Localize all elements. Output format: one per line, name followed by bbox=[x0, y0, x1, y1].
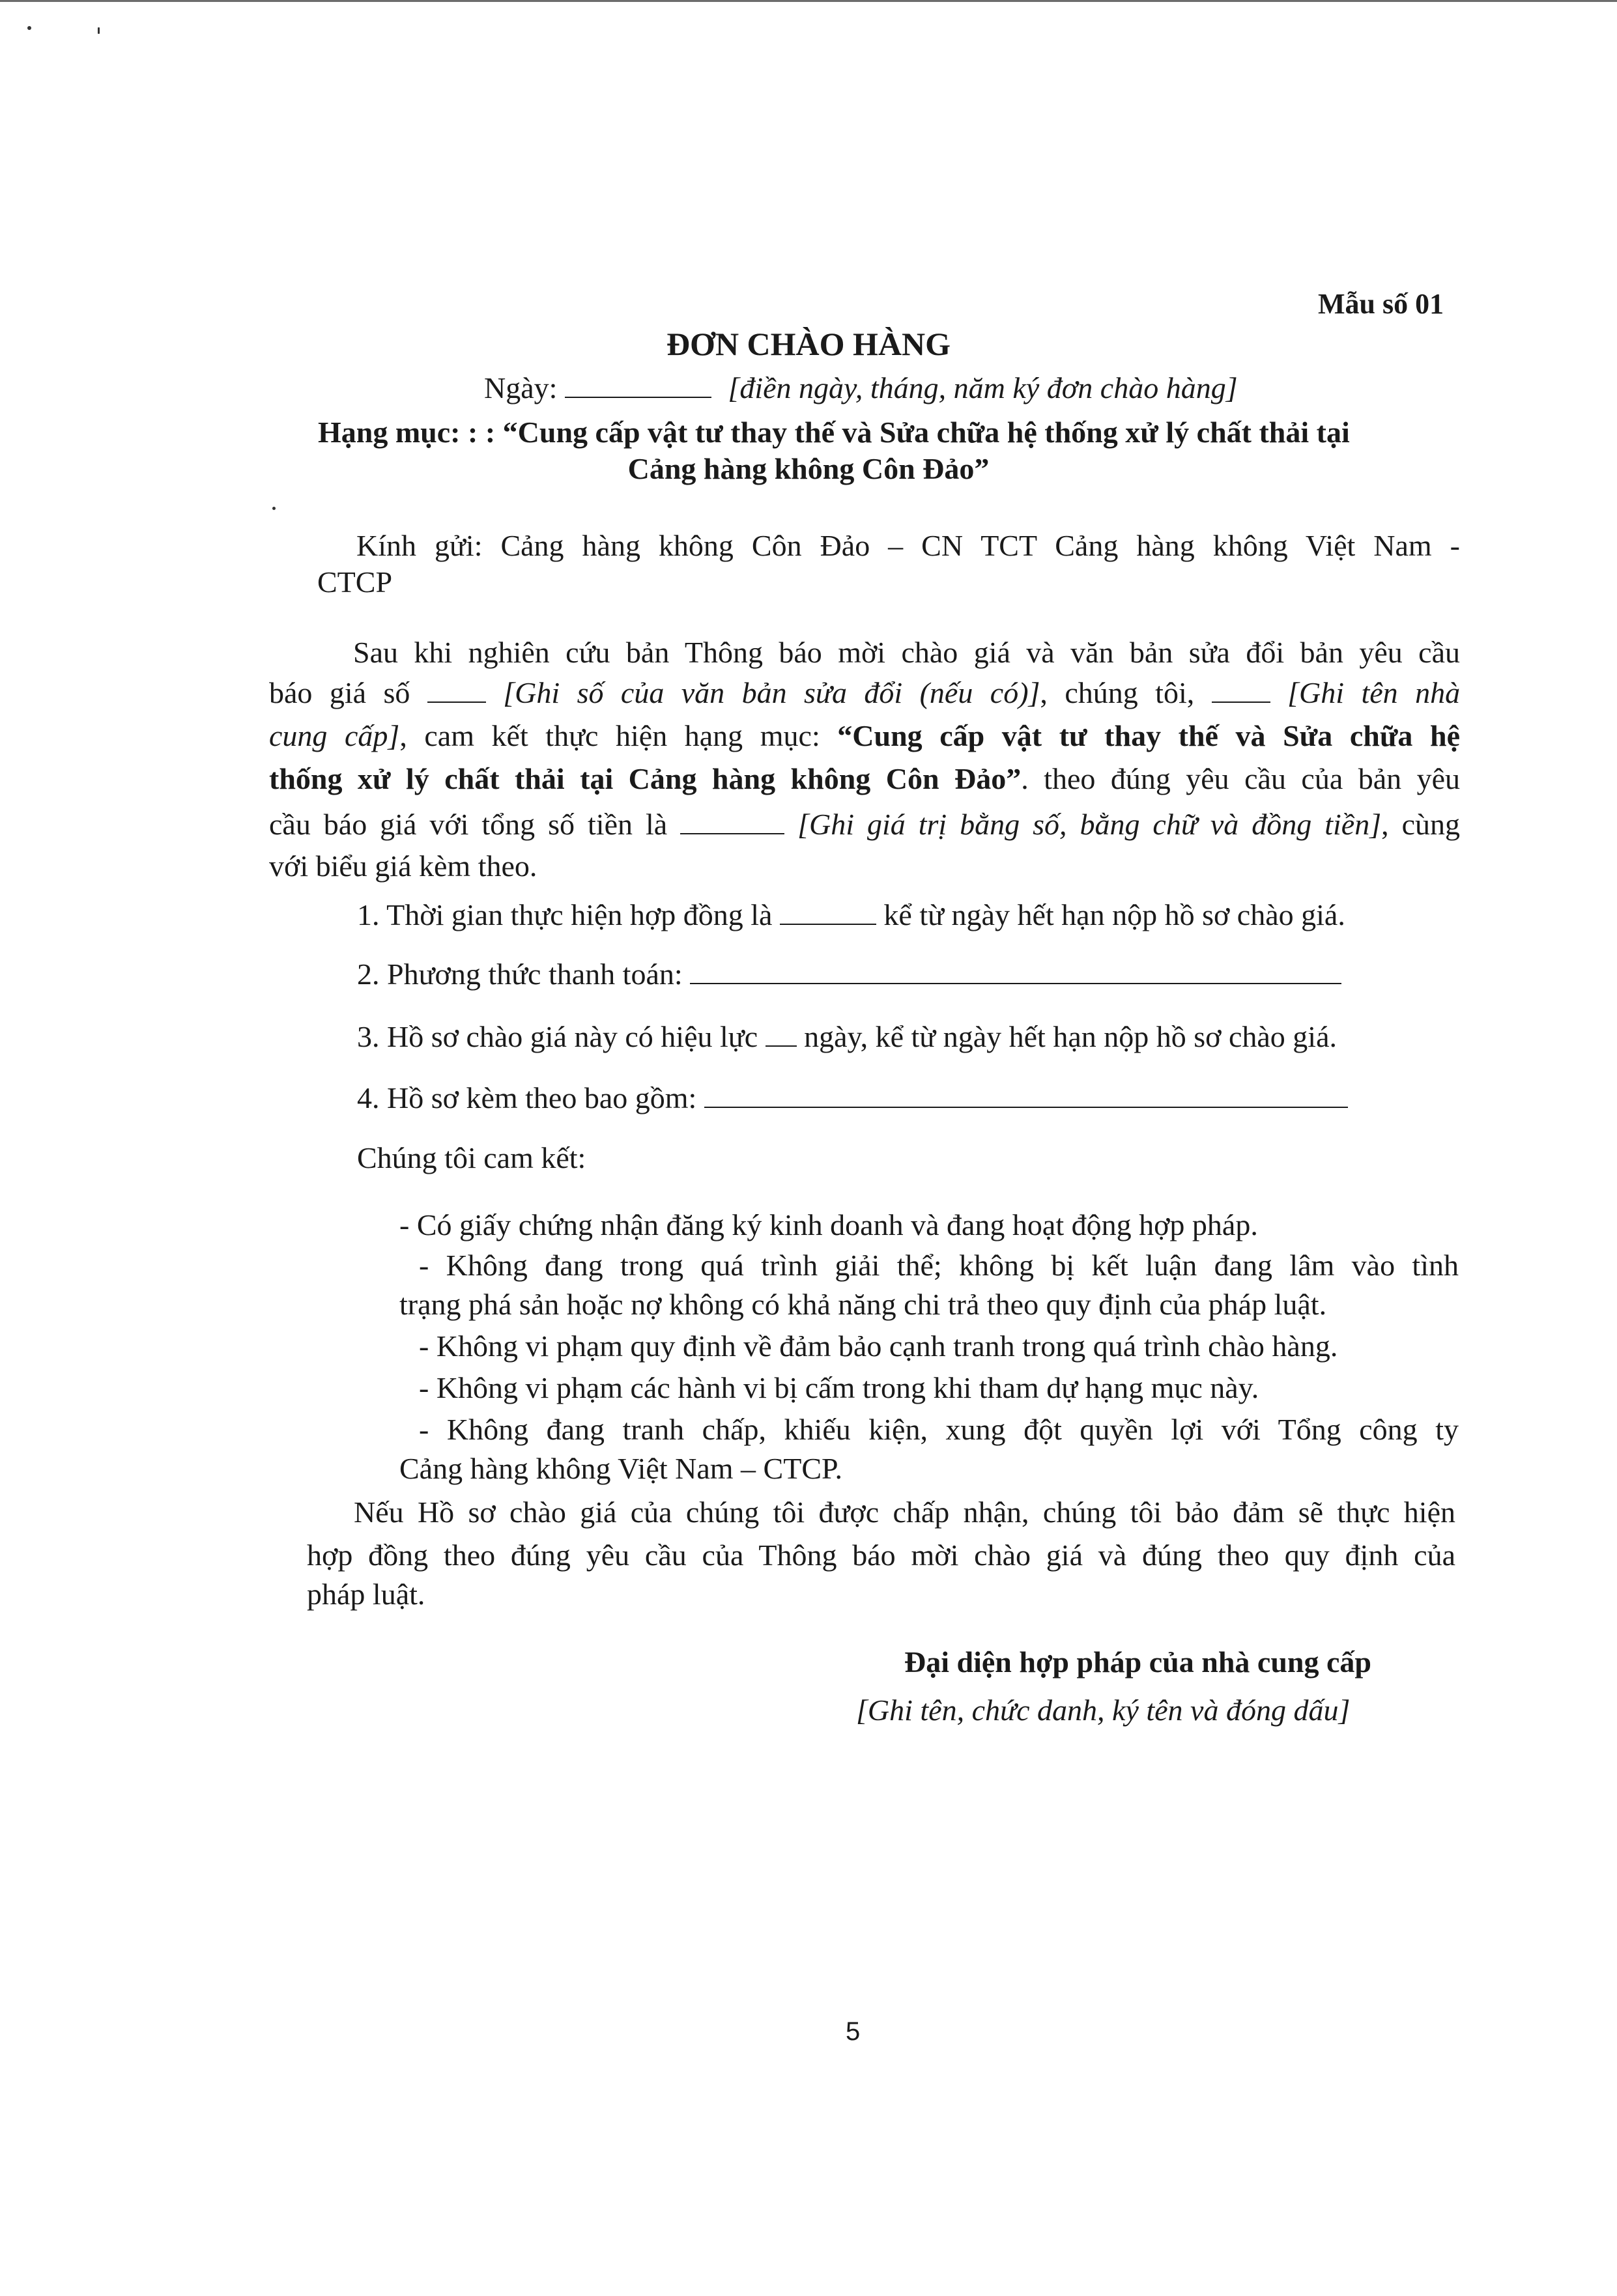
closing-paragraph: Nếu Hồ sơ chào giá của chúng tôi được chấp nhận, chúng tôi bảo đảm sẽ thực hiện bbox=[354, 1495, 1455, 1529]
item-text: 3. Hồ sơ chào giá này có hiệu lực bbox=[357, 1020, 758, 1053]
validity-days-blank bbox=[766, 1021, 797, 1047]
intro-text: . theo đúng yêu cầu của bản yêu bbox=[1021, 762, 1460, 795]
commitment-item: - Không vi phạm các hành vi bị cấm trong khi tham dự hạng mục này. bbox=[419, 1371, 1259, 1404]
item-payment-method bbox=[357, 955, 1341, 994]
scan-top-edge bbox=[0, 0, 1617, 2]
intro-paragraph-line bbox=[269, 759, 1460, 799]
closing-paragraph-line: hợp đồng theo đúng yêu cầu của Thông báo mời chào giá và đúng theo quy định của bbox=[307, 1538, 1455, 1572]
item-text: kể từ ngày hết hạn nộp hồ sơ chào giá. bbox=[883, 898, 1345, 931]
supplier-name-hint-cont: cung cấp] bbox=[269, 719, 400, 752]
intro-text: cầu báo giá với tổng số tiền là bbox=[269, 808, 668, 841]
total-amount-hint: [Ghi giá trị bằng số, bằng chữ và đồng tiền] bbox=[797, 808, 1382, 841]
item-validity bbox=[357, 1017, 1337, 1056]
scan-speck bbox=[27, 26, 31, 30]
item-text: 4. Hồ sơ kèm theo bao gồm: bbox=[357, 1081, 697, 1114]
amendment-number-blank bbox=[427, 677, 486, 703]
payment-method-blank bbox=[690, 958, 1341, 984]
commitments-heading: Chúng tôi cam kết: bbox=[357, 1141, 586, 1174]
intro-paragraph-line bbox=[269, 673, 1460, 713]
date-line bbox=[484, 369, 1238, 408]
date-label: Ngày: bbox=[484, 371, 558, 404]
intro-paragraph-line: với biểu giá kèm theo. bbox=[269, 849, 537, 883]
supplier-name-blank bbox=[1212, 677, 1270, 703]
intro-paragraph: Sau khi nghiên cứu bản Thông báo mời chào giá và văn bản sửa đổi bản yêu cầu bbox=[353, 636, 1460, 669]
page-title: ĐƠN CHÀO HÀNG bbox=[666, 326, 951, 362]
page-number: 5 bbox=[846, 2017, 861, 2046]
commitment-item: - Không đang tranh chấp, khiếu kiện, xung đột quyền lợi với Tổng công ty bbox=[419, 1413, 1459, 1446]
form-number: Mẫu số 01 bbox=[1318, 288, 1444, 320]
item-contract-duration bbox=[357, 896, 1345, 935]
intro-text: báo giá số bbox=[269, 676, 410, 709]
recipient-line: Kính gửi: Cảng hàng không Côn Đảo – CN TCT Cảng hàng không Việt Nam - bbox=[356, 529, 1460, 562]
supplier-name-hint: [Ghi tên nhà bbox=[1287, 676, 1461, 709]
scan-speck bbox=[98, 27, 100, 34]
category-label: Hạng mục: : : bbox=[318, 416, 496, 449]
signature-hint: [Ghi tên, chức danh, ký tên và đóng dấu] bbox=[856, 1694, 1351, 1727]
attachments-blank bbox=[704, 1082, 1348, 1108]
commitment-item: - Không vi phạm quy định về đảm bảo cạnh tranh trong quá trình chào hàng. bbox=[419, 1329, 1338, 1363]
intro-text: , chúng tôi, bbox=[1040, 676, 1195, 709]
intro-text: , cam kết thực hiện hạng mục: bbox=[399, 719, 820, 752]
date-blank bbox=[565, 372, 711, 398]
signature-title: Đại diện hợp pháp của nhà cung cấp bbox=[904, 1645, 1371, 1679]
total-amount-blank bbox=[680, 808, 784, 834]
intro-paragraph-line bbox=[269, 716, 1460, 756]
amendment-hint: [Ghi số của văn bản sửa đổi (nếu có)] bbox=[503, 676, 1040, 709]
project-name-cont: thống xử lý chất thải tại Cảng hàng không Côn Đảo” bbox=[269, 762, 1022, 795]
scan-speck bbox=[272, 507, 276, 510]
category-title-cont: Cảng hàng không Côn Đảo” bbox=[627, 452, 990, 485]
duration-blank bbox=[780, 899, 876, 925]
closing-paragraph-line: pháp luật. bbox=[307, 1578, 425, 1611]
intro-paragraph-line bbox=[269, 805, 1460, 844]
item-text: 2. Phương thức thanh toán: bbox=[357, 957, 683, 991]
item-attachments bbox=[357, 1079, 1348, 1118]
category-title: “Cung cấp vật tư thay thế và Sửa chữa hệ thống xử lý chất thải tại bbox=[502, 416, 1350, 449]
commitment-item: - Có giấy chứng nhận đăng ký kinh doanh và đang hoạt động hợp pháp. bbox=[399, 1208, 1258, 1241]
project-name: “Cung cấp vật tư thay thế và Sửa chữa hệ bbox=[837, 719, 1460, 752]
commitment-item-cont: Cảng hàng không Việt Nam – CTCP. bbox=[399, 1452, 842, 1485]
commitment-item-cont: trạng phá sản hoặc nợ không có khả năng chi trả theo quy định của pháp luật. bbox=[399, 1288, 1327, 1321]
category-line bbox=[318, 413, 1350, 452]
item-text: ngày, kể từ ngày hết hạn nộp hồ sơ chào giá. bbox=[804, 1020, 1337, 1053]
date-hint: [điền ngày, tháng, năm ký đơn chào hàng] bbox=[728, 371, 1238, 404]
commitment-item: - Không đang trong quá trình giải thể; không bị kết luận đang lâm vào tình bbox=[419, 1249, 1459, 1282]
item-text: 1. Thời gian thực hiện hợp đồng là bbox=[357, 898, 773, 931]
recipient-line-cont: CTCP bbox=[317, 565, 393, 599]
intro-text: , cùng bbox=[1381, 808, 1460, 841]
